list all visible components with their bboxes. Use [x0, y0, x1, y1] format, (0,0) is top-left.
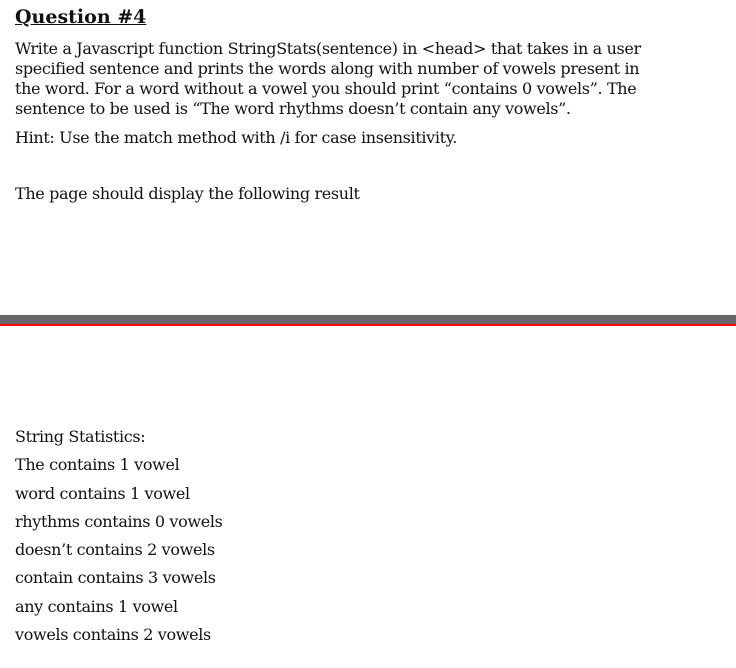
output-line: any contains 1 vowel [15, 596, 178, 616]
output-line: rhythms contains 0 vowels [15, 511, 223, 531]
paragraph-line: sentence to be used is “The word rhythms doesn’t contain any vowels”. [15, 99, 571, 118]
question-paragraph [15, 39, 730, 119]
separator-bar [0, 315, 736, 324]
output-line: doesn’t contains 2 vowels [15, 540, 215, 560]
output-line: The contains 1 vowel [15, 455, 180, 475]
paragraph-line: specified sentence and prints the words along with number of vowels present in [15, 59, 640, 78]
paragraph-line: the word. For a word without a vowel you should print “contains 0 vowels”. The [15, 79, 637, 98]
hint-text: Hint: Use the match method with /i for case insensitivity. [15, 128, 457, 147]
output-heading: String Statistics: [15, 427, 146, 446]
question-title: Question #4 [15, 6, 147, 28]
separator-red-line [0, 324, 736, 326]
output-line: vowels contains 2 vowels [15, 625, 211, 645]
output-area [15, 427, 222, 653]
display-note: The page should display the following result [15, 184, 360, 203]
paragraph-line: Write a Javascript function StringStats(sentence) in <head> that takes in a user [15, 39, 641, 58]
output-line: contain contains 3 vowels [15, 568, 216, 588]
output-line: word contains 1 vowel [15, 483, 190, 503]
